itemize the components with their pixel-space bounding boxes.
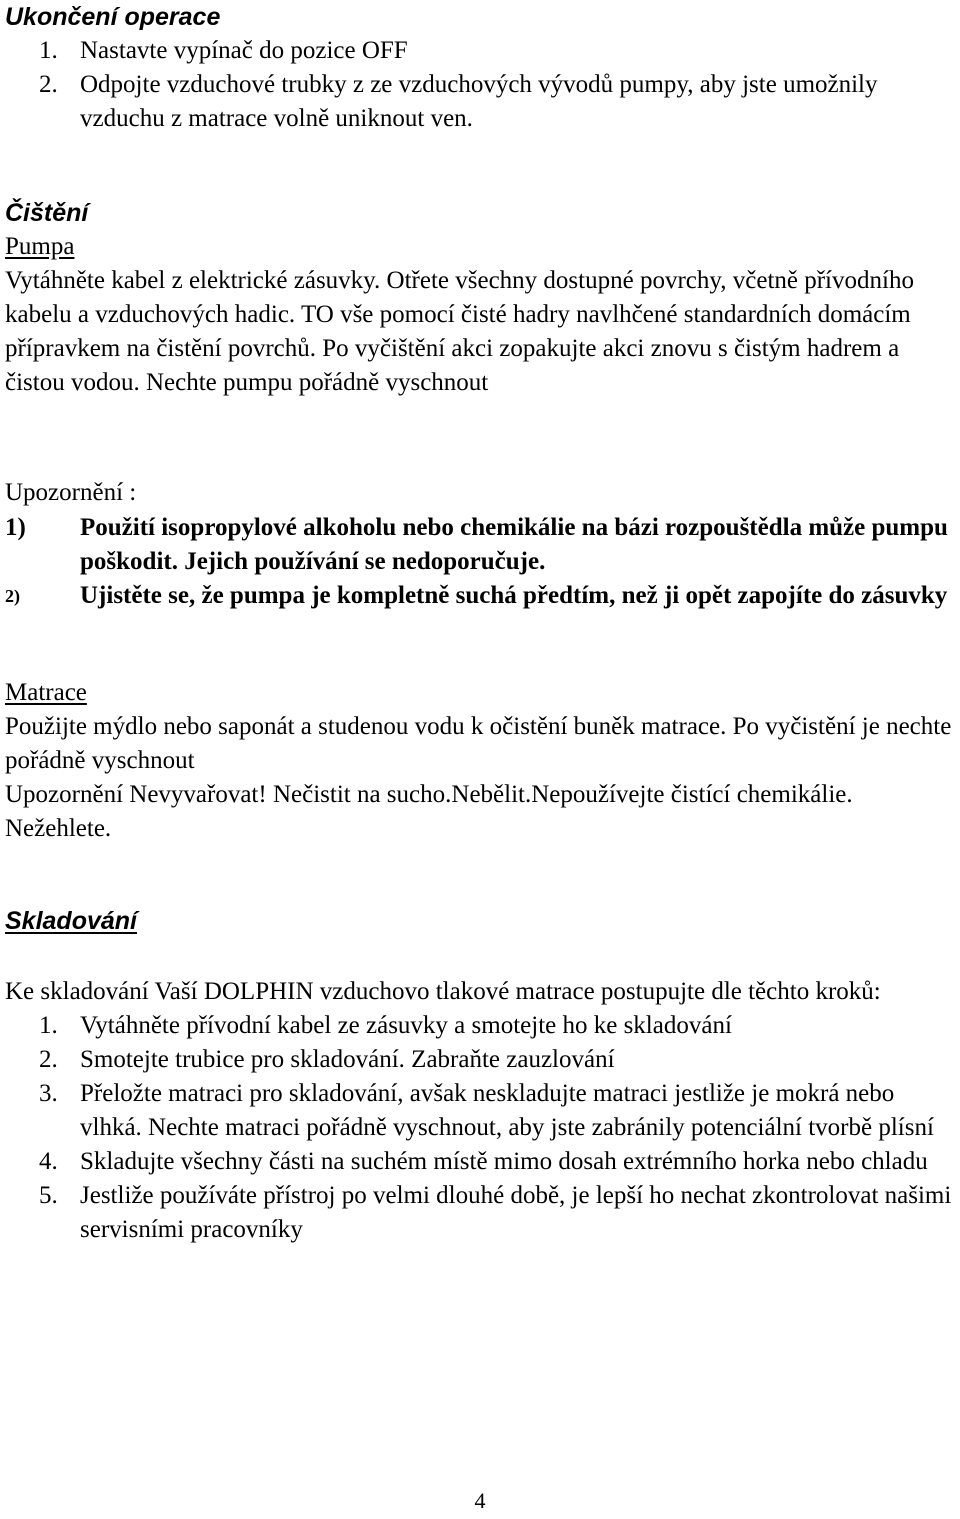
warning-item — [5, 511, 957, 579]
list-number: 1. — [39, 1012, 58, 1039]
section-cleaning — [5, 196, 957, 400]
storage-intro: Ke skladování Vaší DOLPHIN vzduchovo tlakové matrace postupujte dle těchto kroků: — [5, 978, 881, 1005]
list-text: Vytáhněte přívodní kabel ze zásuvky a smotejte ho ke skladování — [80, 1012, 732, 1039]
warning-text: Použití isopropylové alkoholu nebo chemikálie na bázi rozpouštědla může pumpu poškodit. Jejich používání se nedoporučuje. — [80, 514, 948, 575]
storage-steps — [5, 1009, 957, 1247]
warning-label: Upozornění : — [5, 479, 137, 506]
pump-cleaning-text: Vytáhněte kabel z elektrické zásuvky. Otřete všechny dostupné povrchy, včetně přívodního kabelu a vzduchových hadic. TO vše pomocí čisté hadry navlhčené standardních domácím přípravkem na čistění povrchů. Po vyčištění akci zopakujte akci znovu s čistým hadrem a čistou vodou. Nechte pumpu pořádně vyschnout — [5, 267, 914, 396]
heading-storage: Skladování — [5, 907, 137, 935]
pump-warning-block — [5, 476, 957, 613]
subheading-pump: Pumpa — [5, 233, 75, 260]
list-item — [5, 1179, 957, 1247]
list-number: 2. — [39, 71, 58, 98]
list-text: Skladujte všechny části na suchém místě mimo dosah extrémního horka nebo chladu — [80, 1148, 928, 1175]
list-number: 1. — [39, 37, 58, 64]
pump-warnings — [5, 511, 957, 613]
section-storage — [5, 904, 957, 1247]
warning-number: 1) — [5, 514, 26, 541]
subheading-mattress: Matrace — [5, 679, 87, 706]
list-text: Přeložte matraci pro skladování, avšak neskladujte matraci jestliže je mokrá nebo vlhká. Nechte matraci pořádně vyschnout, aby jste zabránily potenciální tvorbě plísní — [80, 1080, 934, 1141]
list-number: 5. — [39, 1182, 58, 1209]
page-number: 4 — [474, 1488, 486, 1513]
list-number: 2. — [39, 1046, 58, 1073]
list-item — [5, 1043, 957, 1077]
list-item — [5, 1009, 957, 1043]
warning-number: 2) — [5, 586, 20, 606]
mattress-cleaning-text: Použijte mýdlo nebo saponát a studenou vodu k očistění buněk matrace. Po vyčistění je nechte pořádně vyschnout — [5, 713, 952, 774]
warning-item — [5, 579, 957, 613]
list-item — [5, 34, 957, 68]
list-text: Jestliže používáte přístroj po velmi dlouhé době, je lepší ho nechat zkontrolovat našimi servisními pracovníky — [80, 1182, 952, 1243]
heading-cleaning: Čištění — [5, 199, 89, 227]
list-number: 4. — [39, 1148, 58, 1175]
list-item — [5, 68, 957, 136]
list-item — [5, 1145, 957, 1179]
list-number: 3. — [39, 1080, 58, 1107]
mattress-block — [5, 676, 957, 846]
list-item — [5, 1077, 957, 1145]
section-ending — [5, 0, 957, 136]
warning-text: Ujistěte se, že pumpa je kompletně suchá předtím, než ji opět zapojíte do zásuvky — [80, 582, 948, 609]
ending-steps — [5, 34, 957, 136]
heading-ending: Ukončení operace — [5, 3, 221, 31]
list-text: Odpojte vzduchové trubky z ze vzduchových vývodů pumpy, aby jste umožnily vzduchu z matrace volně uniknout ven. — [80, 71, 878, 132]
list-text: Nastavte vypínač do pozice OFF — [80, 37, 408, 64]
mattress-warning-text: Upozornění Nevyvařovat! Nečistit na sucho.Nebělit.Nepoužívejte čistící chemikálie. Nežehlete. — [5, 781, 853, 842]
list-text: Smotejte trubice pro skladování. Zabraňte zauzlování — [80, 1046, 615, 1073]
